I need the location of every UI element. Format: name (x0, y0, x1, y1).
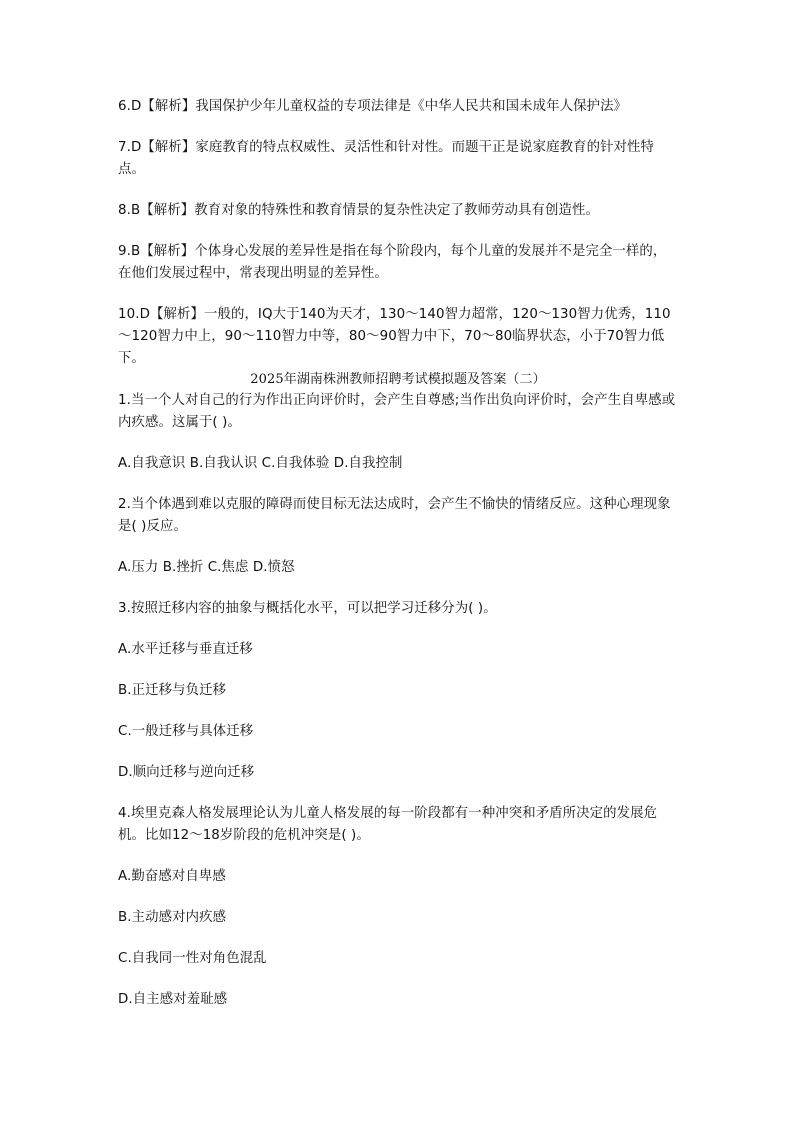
question-3-option-a: A.水平迁移与垂直迁移 (118, 642, 253, 657)
answer-9: 9.B【解析】个体身心发展的差异性是指在每个阶段内，每个儿童的发展并不是完全一样的，在他们发展过程中，常表现出明显的差异性。 (118, 244, 667, 281)
question-3-stem: 3.按照迁移内容的抽象与概括化水平，可以把学习迁移分为( )。 (118, 601, 497, 616)
question-4-option-d: D.自主感对羞耻感 (118, 992, 228, 1007)
question-4-option-b: B.主动感对内疚感 (118, 910, 227, 925)
question-1-stem: 1.当一个人对自己的行为作出正向评价时，会产生自尊感;当作出负向评价时，会产生自卑感或内疚感。这属于( )。 (118, 393, 676, 430)
question-2-stem: 2.当个体遇到难以克服的障碍而使目标无法达成时，会产生不愉快的情绪反应。这种心理现象是( )反应。 (118, 497, 671, 534)
answer-6: 6.D【解析】我国保护少年儿童权益的专项法律是《中华人民共和国未成年人保护法》 (118, 99, 628, 114)
question-4-option-c: C.自我同一性对角色混乱 (118, 951, 267, 966)
question-3-option-c: C.一般迁移与具体迁移 (118, 724, 254, 739)
document-page (118, 96, 678, 1011)
question-2-options: A.压力 B.挫折 C.焦虑 D.愤怒 (118, 560, 295, 575)
answer-8: 8.B【解析】教育对象的特殊性和教育情景的复杂性决定了教师劳动具有创造性。 (118, 203, 599, 218)
section-title: 2025年湖南株洲教师招聘考试模拟题及答案（二） (250, 372, 546, 387)
question-1-options: A.自我意识 B.自我认识 C.自我体验 D.自我控制 (118, 456, 403, 471)
question-4-stem: 4.埃里克森人格发展理论认为儿童人格发展的每一阶段都有一种冲突和矛盾所决定的发展危机。比如12～18岁阶段的危机冲突是( )。 (118, 806, 658, 843)
answer-7: 7.D【解析】家庭教育的特点权威性、灵活性和针对性。而题干正是说家庭教育的针对性特点。 (118, 140, 655, 177)
question-3-option-b: B.正迁移与负迁移 (118, 683, 227, 698)
answer-10: 10.D【解析】一般的，IQ大于140为天才，130～140智力超常，120～130智力优秀，110～120智力中上，90～110智力中等，80～90智力中下，70～80临界状态，小于70智力低下。 (118, 307, 671, 366)
question-4-option-a: A.勤奋感对自卑感 (118, 869, 226, 884)
question-3-option-d: D.顺向迁移与逆向迁移 (118, 765, 255, 780)
